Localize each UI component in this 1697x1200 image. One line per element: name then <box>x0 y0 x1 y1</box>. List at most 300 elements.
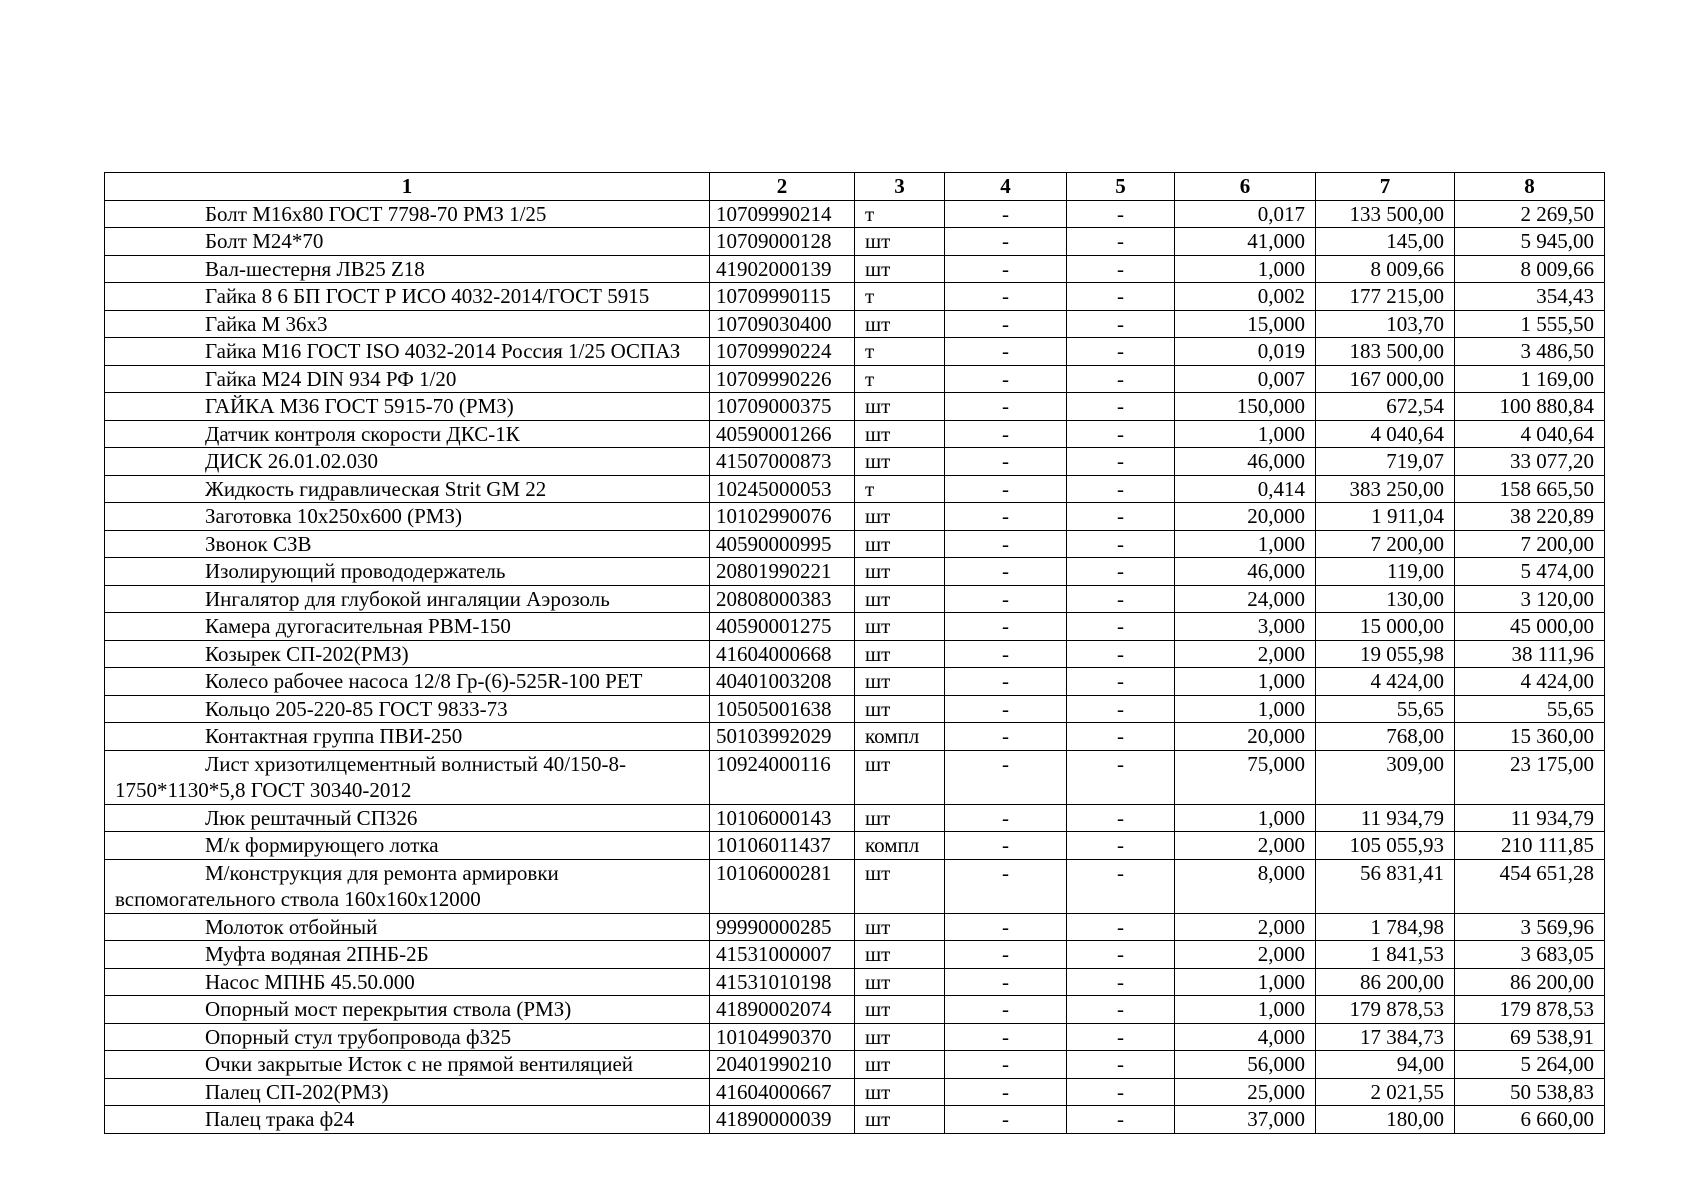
column-4-cell: - <box>945 613 1067 641</box>
item-name-cell <box>105 996 710 1024</box>
quantity-cell: 2,000 <box>1175 941 1316 969</box>
item-name-text: Козырек СП-202(РМЗ) <box>205 641 409 666</box>
item-name-text: Болт М16х80 ГОСТ 7798-70 РМЗ 1/25 <box>205 201 547 226</box>
header-cell-4: 4 <box>945 173 1067 201</box>
sum-cell: 33 077,20 <box>1455 448 1605 476</box>
sum-cell: 45 000,00 <box>1455 613 1605 641</box>
quantity-cell: 15,000 <box>1175 310 1316 338</box>
sum-cell: 1 555,50 <box>1455 310 1605 338</box>
sum-cell: 179 878,53 <box>1455 996 1605 1024</box>
sum-cell: 3 683,05 <box>1455 941 1605 969</box>
materials-table <box>104 172 1605 1134</box>
unit-cell: шт <box>855 804 945 832</box>
item-name-text: Гайка М24 DIN 934 РФ 1/20 <box>205 366 457 391</box>
price-cell: 130,00 <box>1316 585 1455 613</box>
item-name-cell <box>105 1051 710 1079</box>
unit-cell: т <box>855 283 945 311</box>
table-row <box>105 420 1605 448</box>
sum-cell: 2 269,50 <box>1455 200 1605 228</box>
item-name-cell <box>105 200 710 228</box>
column-4-cell: - <box>945 640 1067 668</box>
unit-cell: т <box>855 338 945 366</box>
table-row <box>105 750 1605 804</box>
item-name-text: Звонок СЗВ <box>205 531 312 556</box>
column-4-cell: - <box>945 859 1067 913</box>
item-name-text: Гайка М16 ГОСТ ISO 4032-2014 Россия 1/25 ОСПАЗ <box>205 339 681 363</box>
item-code-cell: 10709030400 <box>710 310 855 338</box>
item-name-text: Заготовка 10х250х600 (РМЗ) <box>205 504 463 528</box>
unit-cell: шт <box>855 1106 945 1134</box>
item-name-text: М/к формирующего лотка <box>205 833 439 857</box>
unit-cell: шт <box>855 255 945 283</box>
price-cell: 55,65 <box>1316 695 1455 723</box>
price-cell: 15 000,00 <box>1316 613 1455 641</box>
item-name-text: Жидкость гидравлическая Strit GM 22 <box>205 476 547 501</box>
item-name-cell <box>105 255 710 283</box>
column-4-cell: - <box>945 283 1067 311</box>
item-code-cell: 40590001266 <box>710 420 855 448</box>
unit-cell: т <box>855 200 945 228</box>
item-name-cell <box>105 913 710 941</box>
column-4-cell: - <box>945 420 1067 448</box>
column-5-cell: - <box>1067 338 1175 366</box>
column-4-cell: - <box>945 503 1067 531</box>
item-code-cell: 40590001275 <box>710 613 855 641</box>
quantity-cell: 56,000 <box>1175 1051 1316 1079</box>
item-name-text: Гайка 8 6 БП ГОСТ Р ИСО 4032-2014/ГОСТ 5915 <box>205 284 650 308</box>
column-5-cell: - <box>1067 941 1175 969</box>
price-cell: 180,00 <box>1316 1106 1455 1134</box>
item-name-cell <box>105 804 710 832</box>
table-row <box>105 228 1605 256</box>
table-row <box>105 832 1605 860</box>
quantity-cell: 1,000 <box>1175 255 1316 283</box>
unit-cell: шт <box>855 750 945 804</box>
item-code-cell: 41604000668 <box>710 640 855 668</box>
column-4-cell: - <box>945 750 1067 804</box>
item-name-text: ГАЙКА М36 ГОСТ 5915-70 (РМЗ) <box>205 394 514 418</box>
column-4-cell: - <box>945 1078 1067 1106</box>
table-row <box>105 640 1605 668</box>
price-cell: 119,00 <box>1316 558 1455 586</box>
unit-cell: т <box>855 475 945 503</box>
sum-cell: 86 200,00 <box>1455 968 1605 996</box>
price-cell: 4 040,64 <box>1316 420 1455 448</box>
quantity-cell: 3,000 <box>1175 613 1316 641</box>
price-cell: 105 055,93 <box>1316 832 1455 860</box>
item-name-text: Кольцо 205-220-85 ГОСТ 9833-73 <box>205 696 508 721</box>
table-row <box>105 558 1605 586</box>
unit-cell: шт <box>855 393 945 421</box>
column-4-cell: - <box>945 1051 1067 1079</box>
sum-cell: 8 009,66 <box>1455 255 1605 283</box>
item-code-cell: 41902000139 <box>710 255 855 283</box>
quantity-cell: 0,017 <box>1175 200 1316 228</box>
column-5-cell: - <box>1067 668 1175 696</box>
table-row <box>105 941 1605 969</box>
unit-cell: шт <box>855 503 945 531</box>
column-4-cell: - <box>945 448 1067 476</box>
table-row <box>105 613 1605 641</box>
table-row <box>105 1106 1605 1134</box>
price-cell: 167 000,00 <box>1316 365 1455 393</box>
item-code-cell: 20801990221 <box>710 558 855 586</box>
header-cell-7: 7 <box>1316 173 1455 201</box>
item-name-cell <box>105 283 710 311</box>
sum-cell: 3 569,96 <box>1455 913 1605 941</box>
quantity-cell: 0,002 <box>1175 283 1316 311</box>
table-row <box>105 503 1605 531</box>
sum-cell: 4 040,64 <box>1455 420 1605 448</box>
quantity-cell: 0,007 <box>1175 365 1316 393</box>
item-code-cell: 10106000143 <box>710 804 855 832</box>
sum-cell: 11 934,79 <box>1455 804 1605 832</box>
column-5-cell: - <box>1067 613 1175 641</box>
item-name-cell <box>105 1023 710 1051</box>
sum-cell: 354,43 <box>1455 283 1605 311</box>
quantity-cell: 1,000 <box>1175 996 1316 1024</box>
quantity-cell: 1,000 <box>1175 420 1316 448</box>
price-cell: 8 009,66 <box>1316 255 1455 283</box>
item-code-cell: 10709000375 <box>710 393 855 421</box>
column-5-cell: - <box>1067 503 1175 531</box>
table-row <box>105 1078 1605 1106</box>
column-5-cell: - <box>1067 585 1175 613</box>
price-cell: 1 784,98 <box>1316 913 1455 941</box>
table-row <box>105 585 1605 613</box>
unit-cell: шт <box>855 996 945 1024</box>
item-name-text: Опорный мост перекрытия ствола (РМЗ) <box>205 997 572 1021</box>
item-name-cell <box>105 613 710 641</box>
column-5-cell: - <box>1067 558 1175 586</box>
item-name-text: Контактная группа ПВИ-250 <box>205 724 463 748</box>
price-cell: 1 841,53 <box>1316 941 1455 969</box>
item-name-text: Молоток отбойный <box>205 914 378 939</box>
item-code-cell: 10709990226 <box>710 365 855 393</box>
item-code-cell: 10104990370 <box>710 1023 855 1051</box>
column-5-cell: - <box>1067 695 1175 723</box>
unit-cell: шт <box>855 1051 945 1079</box>
quantity-cell: 1,000 <box>1175 668 1316 696</box>
quantity-cell: 150,000 <box>1175 393 1316 421</box>
unit-cell: шт <box>855 448 945 476</box>
column-4-cell: - <box>945 558 1067 586</box>
item-name-cell <box>105 941 710 969</box>
column-4-cell: - <box>945 1106 1067 1134</box>
item-name-cell <box>105 393 710 421</box>
column-5-cell: - <box>1067 1023 1175 1051</box>
quantity-cell: 46,000 <box>1175 558 1316 586</box>
column-5-cell: - <box>1067 530 1175 558</box>
table-row <box>105 968 1605 996</box>
item-name-cell <box>105 338 710 366</box>
table-row <box>105 668 1605 696</box>
item-name-cell <box>105 723 710 751</box>
unit-cell: шт <box>855 913 945 941</box>
quantity-cell: 2,000 <box>1175 913 1316 941</box>
item-name-cell <box>105 640 710 668</box>
table-row <box>105 200 1605 228</box>
price-cell: 133 500,00 <box>1316 200 1455 228</box>
item-name-cell <box>105 832 710 860</box>
table-row <box>105 723 1605 751</box>
item-code-cell: 10709990214 <box>710 200 855 228</box>
header-cell-3: 3 <box>855 173 945 201</box>
item-name-cell <box>105 558 710 586</box>
sum-cell: 3 120,00 <box>1455 585 1605 613</box>
header-cell-5: 5 <box>1067 173 1175 201</box>
item-code-cell: 20401990210 <box>710 1051 855 1079</box>
table-row <box>105 913 1605 941</box>
price-cell: 183 500,00 <box>1316 338 1455 366</box>
item-name-cell <box>105 228 710 256</box>
item-code-cell: 10709990224 <box>710 338 855 366</box>
item-name-text: ДИСК 26.01.02.030 <box>205 449 379 473</box>
sum-cell: 15 360,00 <box>1455 723 1605 751</box>
price-cell: 94,00 <box>1316 1051 1455 1079</box>
sum-cell: 100 880,84 <box>1455 393 1605 421</box>
column-4-cell: - <box>945 804 1067 832</box>
column-4-cell: - <box>945 228 1067 256</box>
column-4-cell: - <box>945 310 1067 338</box>
column-5-cell: - <box>1067 913 1175 941</box>
quantity-cell: 75,000 <box>1175 750 1316 804</box>
sum-cell: 5 264,00 <box>1455 1051 1605 1079</box>
item-name-cell <box>105 365 710 393</box>
unit-cell: шт <box>855 1078 945 1106</box>
price-cell: 103,70 <box>1316 310 1455 338</box>
table-row <box>105 1051 1605 1079</box>
item-code-cell: 10709990115 <box>710 283 855 311</box>
table-row <box>105 310 1605 338</box>
item-code-cell: 20808000383 <box>710 585 855 613</box>
quantity-cell: 1,000 <box>1175 968 1316 996</box>
column-5-cell: - <box>1067 804 1175 832</box>
unit-cell: компл <box>855 723 945 751</box>
header-cell-1: 1 <box>105 173 710 201</box>
price-cell: 768,00 <box>1316 723 1455 751</box>
item-name-cell <box>105 475 710 503</box>
item-name-text: Вал-шестерня ЛВ25 Z18 <box>205 256 425 281</box>
item-name-text: Датчик контроля скорости ДКС-1К <box>205 421 520 446</box>
column-5-cell: - <box>1067 228 1175 256</box>
column-5-cell: - <box>1067 996 1175 1024</box>
table-row <box>105 475 1605 503</box>
table-row <box>105 859 1605 913</box>
column-4-cell: - <box>945 200 1067 228</box>
unit-cell: шт <box>855 859 945 913</box>
quantity-cell: 0,414 <box>1175 475 1316 503</box>
price-cell: 19 055,98 <box>1316 640 1455 668</box>
item-code-cell: 41507000873 <box>710 448 855 476</box>
unit-cell: шт <box>855 640 945 668</box>
column-5-cell: - <box>1067 1051 1175 1079</box>
quantity-cell: 37,000 <box>1175 1106 1316 1134</box>
item-name-cell <box>105 585 710 613</box>
unit-cell: шт <box>855 668 945 696</box>
unit-cell: шт <box>855 228 945 256</box>
price-cell: 4 424,00 <box>1316 668 1455 696</box>
quantity-cell: 1,000 <box>1175 804 1316 832</box>
quantity-cell: 24,000 <box>1175 585 1316 613</box>
table-row <box>105 530 1605 558</box>
item-name-cell <box>105 310 710 338</box>
column-4-cell: - <box>945 941 1067 969</box>
table-row <box>105 1023 1605 1051</box>
quantity-cell: 0,019 <box>1175 338 1316 366</box>
quantity-cell: 4,000 <box>1175 1023 1316 1051</box>
price-cell: 719,07 <box>1316 448 1455 476</box>
sum-cell: 454 651,28 <box>1455 859 1605 913</box>
item-name-text: Камера дугогасительная РВМ-150 <box>205 614 511 638</box>
table-row <box>105 448 1605 476</box>
item-name-text: Колесо рабочее насоса 12/8 Гр-(6)-525R-100 PET <box>205 669 643 693</box>
table-row <box>105 255 1605 283</box>
column-5-cell: - <box>1067 1106 1175 1134</box>
sum-cell: 5 474,00 <box>1455 558 1605 586</box>
item-name-text: Очки закрытые Исток с не прямой вентиляцией <box>205 1052 634 1076</box>
item-name-text: Ингалятор для глубокой ингаляции Аэрозоль <box>205 586 610 611</box>
item-code-cell: 10106011437 <box>710 832 855 860</box>
sum-cell: 55,65 <box>1455 695 1605 723</box>
column-4-cell: - <box>945 255 1067 283</box>
column-4-cell: - <box>945 365 1067 393</box>
unit-cell: шт <box>855 695 945 723</box>
item-name-cell <box>105 750 710 804</box>
unit-cell: шт <box>855 310 945 338</box>
item-name-text: Палец трака ф24 <box>205 1107 355 1131</box>
sum-cell: 210 111,85 <box>1455 832 1605 860</box>
column-5-cell: - <box>1067 283 1175 311</box>
price-cell: 17 384,73 <box>1316 1023 1455 1051</box>
column-4-cell: - <box>945 996 1067 1024</box>
table-row <box>105 695 1605 723</box>
item-name-cell <box>105 503 710 531</box>
sum-cell: 3 486,50 <box>1455 338 1605 366</box>
table-row <box>105 338 1605 366</box>
price-cell: 672,54 <box>1316 393 1455 421</box>
price-cell: 1 911,04 <box>1316 503 1455 531</box>
column-5-cell: - <box>1067 832 1175 860</box>
table-row <box>105 283 1605 311</box>
quantity-cell: 46,000 <box>1175 448 1316 476</box>
quantity-cell: 41,000 <box>1175 228 1316 256</box>
item-code-cell: 40590000995 <box>710 530 855 558</box>
item-code-cell: 41531010198 <box>710 968 855 996</box>
quantity-cell: 20,000 <box>1175 503 1316 531</box>
column-4-cell: - <box>945 668 1067 696</box>
item-code-cell: 50103992029 <box>710 723 855 751</box>
item-name-cell <box>105 1106 710 1134</box>
column-4-cell: - <box>945 393 1067 421</box>
table-row <box>105 393 1605 421</box>
item-name-text: Изолирующий провододержатель <box>205 559 506 583</box>
unit-cell: шт <box>855 941 945 969</box>
price-cell: 56 831,41 <box>1316 859 1455 913</box>
sum-cell: 50 538,83 <box>1455 1078 1605 1106</box>
sum-cell: 38 220,89 <box>1455 503 1605 531</box>
sum-cell: 38 111,96 <box>1455 640 1605 668</box>
sum-cell: 158 665,50 <box>1455 475 1605 503</box>
item-name-cell <box>105 448 710 476</box>
item-name-text: Палец СП-202(РМЗ) <box>205 1079 389 1104</box>
item-name-cell <box>105 530 710 558</box>
item-code-cell: 10106000281 <box>710 859 855 913</box>
column-5-cell: - <box>1067 448 1175 476</box>
table-row <box>105 804 1605 832</box>
quantity-cell: 20,000 <box>1175 723 1316 751</box>
column-5-cell: - <box>1067 723 1175 751</box>
column-5-cell: - <box>1067 310 1175 338</box>
table-body <box>105 173 1605 1134</box>
column-4-cell: - <box>945 695 1067 723</box>
price-cell: 309,00 <box>1316 750 1455 804</box>
price-cell: 11 934,79 <box>1316 804 1455 832</box>
unit-cell: шт <box>855 530 945 558</box>
header-row <box>105 173 1605 201</box>
price-cell: 179 878,53 <box>1316 996 1455 1024</box>
column-5-cell: - <box>1067 365 1175 393</box>
sum-cell: 1 169,00 <box>1455 365 1605 393</box>
column-4-cell: - <box>945 338 1067 366</box>
unit-cell: шт <box>855 1023 945 1051</box>
column-5-cell: - <box>1067 475 1175 503</box>
header-cell-2: 2 <box>710 173 855 201</box>
item-name-text: Лист хризотилцементный волнистый 40/150-8-1750*1130*5,8 ГОСТ 30340-2012 <box>115 751 627 802</box>
item-code-cell: 41890002074 <box>710 996 855 1024</box>
column-4-cell: - <box>945 475 1067 503</box>
item-name-text: Болт М24*70 <box>205 229 324 253</box>
sum-cell: 69 538,91 <box>1455 1023 1605 1051</box>
sum-cell: 6 660,00 <box>1455 1106 1605 1134</box>
header-cell-8: 8 <box>1455 173 1605 201</box>
column-4-cell: - <box>945 968 1067 996</box>
table-row <box>105 365 1605 393</box>
quantity-cell: 1,000 <box>1175 530 1316 558</box>
quantity-cell: 1,000 <box>1175 695 1316 723</box>
item-code-cell: 10245000053 <box>710 475 855 503</box>
item-name-text: Гайка М 36х3 <box>205 311 328 336</box>
quantity-cell: 25,000 <box>1175 1078 1316 1106</box>
unit-cell: т <box>855 365 945 393</box>
item-name-cell <box>105 968 710 996</box>
header-cell-6: 6 <box>1175 173 1316 201</box>
item-name-cell <box>105 695 710 723</box>
sum-cell: 5 945,00 <box>1455 228 1605 256</box>
item-name-text: Насос МПНБ 45.50.000 <box>205 969 415 994</box>
item-code-cell: 41604000667 <box>710 1078 855 1106</box>
sum-cell: 4 424,00 <box>1455 668 1605 696</box>
item-name-cell <box>105 668 710 696</box>
quantity-cell: 2,000 <box>1175 832 1316 860</box>
column-4-cell: - <box>945 913 1067 941</box>
item-code-cell: 40401003208 <box>710 668 855 696</box>
price-cell: 2 021,55 <box>1316 1078 1455 1106</box>
column-5-cell: - <box>1067 968 1175 996</box>
item-code-cell: 10924000116 <box>710 750 855 804</box>
price-cell: 7 200,00 <box>1316 530 1455 558</box>
column-4-cell: - <box>945 723 1067 751</box>
column-4-cell: - <box>945 1023 1067 1051</box>
item-name-text: М/конструкция для ремонта армировки вспомогательного ствола 160х160х12000 <box>115 860 559 911</box>
price-cell: 86 200,00 <box>1316 968 1455 996</box>
item-name-cell <box>105 1078 710 1106</box>
item-name-text: Муфта водяная 2ПНБ-2Б <box>205 942 429 966</box>
unit-cell: компл <box>855 832 945 860</box>
item-code-cell: 10709000128 <box>710 228 855 256</box>
item-code-cell: 99990000285 <box>710 913 855 941</box>
sum-cell: 23 175,00 <box>1455 750 1605 804</box>
